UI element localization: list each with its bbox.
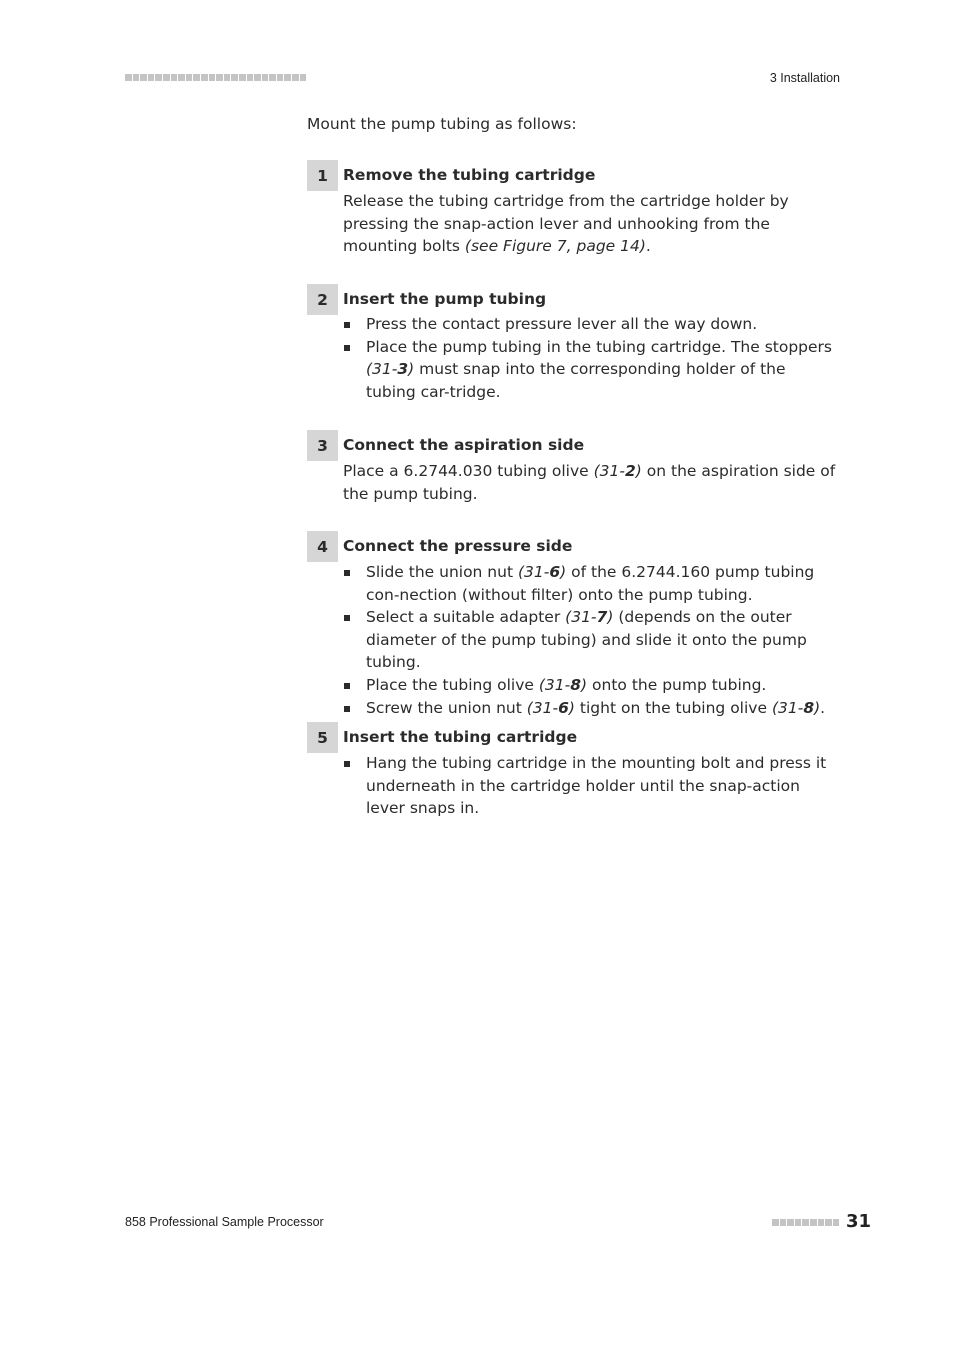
list-item: Select a suitable adapter (31-7) (depends on the outer diameter of the pump tubing) and slide it onto the pump tubing. bbox=[343, 606, 839, 674]
header-decoration bbox=[125, 74, 306, 83]
list-item: Slide the union nut (31-6) of the 6.2744.160 pump tubing con-nection (without filter) onto the pump tubing. bbox=[343, 561, 839, 606]
page-number: 31 bbox=[846, 1211, 872, 1232]
step-number: 1 bbox=[307, 160, 338, 191]
step-body bbox=[343, 460, 839, 505]
footer-decoration bbox=[772, 1219, 839, 1226]
bullet-list bbox=[343, 752, 839, 820]
figure-reference: (see Figure 7, page 14) bbox=[464, 237, 646, 256]
list-item: Hang the tubing cartridge in the mounting bolt and press it underneath in the cartridge holder until the snap-action lever snaps in. bbox=[343, 752, 839, 820]
list-item: Place the tubing olive (31-8) onto the pump tubing. bbox=[343, 674, 839, 697]
step-paragraph: Place a 6.2744.030 tubing olive (31-2) on the aspiration side of the pump tubing. bbox=[343, 462, 836, 503]
step-title: Insert the pump tubing bbox=[343, 290, 547, 308]
step-paragraph: Release the tubing cartridge from the cartridge holder by pressing the snap-action lever and unhooking from the mounting bolts (see Figure 7, page 14). bbox=[343, 192, 789, 256]
step-title: Connect the aspiration side bbox=[343, 436, 585, 454]
step-title: Connect the pressure side bbox=[343, 537, 573, 555]
step-body bbox=[343, 190, 839, 258]
step-body bbox=[343, 313, 839, 403]
bullet-list bbox=[343, 561, 839, 719]
list-item: Press the contact pressure lever all the way down. bbox=[343, 313, 839, 336]
step-title: Insert the tubing cartridge bbox=[343, 728, 578, 746]
footer-product-name: 858 Professional Sample Processor bbox=[125, 1215, 324, 1229]
list-item: Place the pump tubing in the tubing cartridge. The stoppers (31-3) must snap into the corresponding holder of the tubing car-tridge. bbox=[343, 336, 839, 404]
step-number: 3 bbox=[307, 430, 338, 461]
step-number: 2 bbox=[307, 284, 338, 315]
step-number: 5 bbox=[307, 722, 338, 753]
step-title: Remove the tubing cartridge bbox=[343, 166, 596, 184]
bullet-list bbox=[343, 313, 839, 403]
step-body bbox=[343, 752, 839, 820]
list-item: Screw the union nut (31-6) tight on the tubing olive (31-8). bbox=[343, 697, 839, 720]
intro-text: Mount the pump tubing as follows: bbox=[307, 115, 577, 133]
header-section-title: 3 Installation bbox=[769, 71, 840, 85]
step-body bbox=[343, 561, 839, 719]
step-number: 4 bbox=[307, 531, 338, 562]
